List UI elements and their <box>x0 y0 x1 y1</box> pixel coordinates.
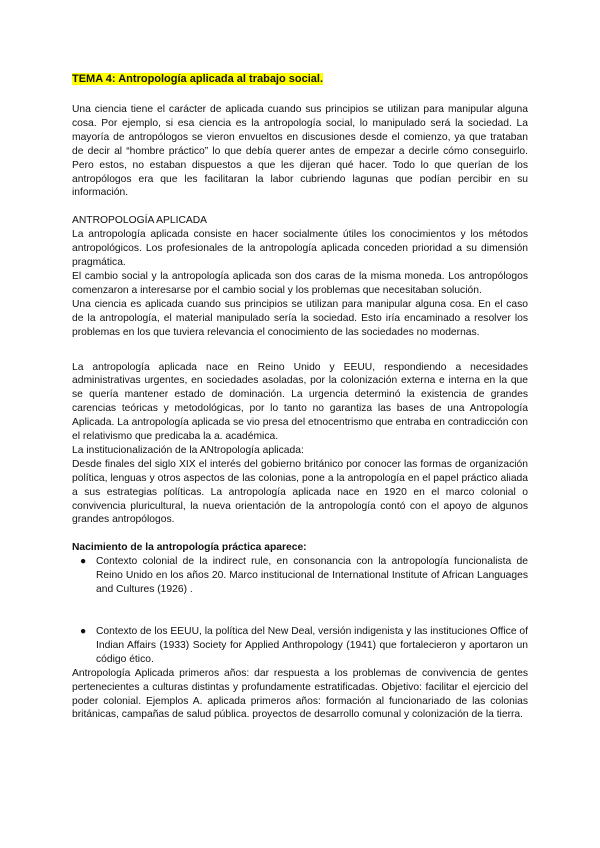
bullet-icon: ● <box>80 556 87 568</box>
list-item-text: Contexto de los EEUU, la política del New Deal, versión indigenista y las instituciones Office of Indian Affairs (1933) Society for Applied Anthropology (1941) que fortalecieron y aportaron un código ético. <box>96 626 528 665</box>
section1-paragraph: Una ciencia es aplicada cuando sus principios se utilizan para manipular alguna cosa. En el caso de la antropología, el material manipulado sería la sociedad. Esto iría encaminado a resolver los problemas en los que tuviera relevancia el conocimiento de las sociedades no modernas. <box>72 298 528 338</box>
bullet-list <box>72 555 528 666</box>
section2-paragraph: Desde finales del siglo XIX el interés del gobierno británico por conocer las formas de organización política, lenguas y otros aspectos de las colonias, pone a la antropología en el papel práctico aliada a sus estrategias políticas. La antropología aplicada nace en 1920 en el marco colonial o convivencia pluricultural, la nueva orientación de la antropología contó con el apoyo de algunos grandes antropólogos. <box>72 458 528 526</box>
spacer <box>72 200 528 214</box>
section-heading-antropologia-aplicada: ANTROPOLOGÍA APLICADA <box>72 215 208 227</box>
list-item <box>72 555 528 597</box>
intro-paragraph: Una ciencia tiene el carácter de aplicada cuando sus principios se utilizan para manipular alguna cosa. Por ejemplo, si esa ciencia es la antropología social, lo manipulado será la sociedad. La mayoría de antropólogos se vieron envueltos en discusiones desde el comienzo, ya que trataban de decir al “hombre práctico” lo que debía querer antes de empezar a decirle cómo conseguirlo. Pero estos, no estaban dispuestos a que les dijeran qué hacer. Todo lo que querían de los antropólogos era que les facilitaran la labor cubriendo lagunas que podían percibir en su información. <box>72 104 528 199</box>
list-item <box>72 625 528 667</box>
section2-paragraph: La antropología aplicada nace en Reino Unido y EEUU, respondiendo a necesidades administrativas urgentes, en sociedades asoladas, por la colonización externa e interna en la que se quería mantener estado de dominación. La urgencia determinó la existencia de grandes carencias teóricas y metodológicas, por lo tanto no garantiza las bases de una Antropología Aplicada. La antropología aplicada se vio presa del etnocentrismo que entraba en contradicción con el relativismo que predicaba la a. académica. <box>72 361 528 443</box>
bullet-icon: ● <box>80 626 87 637</box>
section1-paragraph: El cambio social y la antropología aplicada son dos caras de la misma moneda. Los antropólogos comenzaron a interesarse por el cambio social y los problemas que necesitaban solución. <box>72 270 528 296</box>
spacer <box>72 527 528 541</box>
page-title <box>72 72 528 86</box>
spacer <box>72 340 528 361</box>
document-content <box>72 72 528 722</box>
closing-paragraph: Antropología Aplicada primeros años: dar respuesta a los problemas de convivencia de gentes pertenecientes a culturas distintas y profundamente estratificadas. Objetivo: facilitar el ejercicio del poder colonial. Ejemplos A. aplicada primeros años: formación al funcionariado de las colonias británicas, campañas de salud pública. proyectos de desarrollo comunal y colonización de la tierra. <box>72 667 528 721</box>
highlighted-title: TEMA 4: Antropología aplicada al trabajo social. <box>72 73 324 85</box>
list-item-text: Contexto colonial de la indirect rule, en consonancia con la antropología funcionalista de Reino Unido en los años 20. Marco institucional de International Institute of African Languages and Cultures (1926) . <box>96 556 528 596</box>
section1-paragraph: La antropología aplicada consiste en hacer socialmente útiles los conocimientos y los métodos antropológicos. Los profesionales de la antropología aplicada conceden prioridad a su dimensión pragmática. <box>72 229 528 269</box>
section-heading-nacimiento: Nacimiento de la antropología práctica aparece: <box>72 542 307 554</box>
section2-subheading: La institucionalización de la ANtropología aplicada: <box>72 444 304 456</box>
